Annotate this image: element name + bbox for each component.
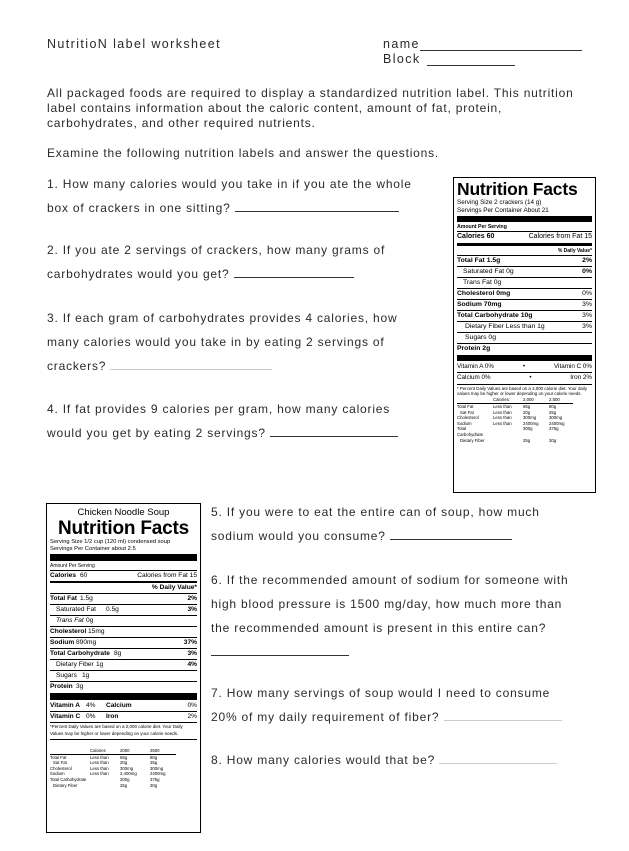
answer-5-blank[interactable] xyxy=(390,527,512,540)
block-label: Block xyxy=(383,52,421,66)
question-5: 5. If you were to eat the entire can of soup, how much sodium would you consume? xyxy=(211,505,540,543)
label2-dv-table: Calories 2000 2500 Total Fat Less than 65g 80g Sat Fat Less than 20g 25g Cholesterol Less than 300mg 300mg Sodium Less than 2,400mg 2400mg Total Carbohydrate 300g 375g Dietary Fiber 25g 30g xyxy=(50,748,197,788)
question-6: 6. If the recommended amount of sodium for someone with high blood pressure is 1500 mg/day, how much more than the recommended amount is present in this entire can? xyxy=(211,568,621,664)
label2-title: Nutrition Facts xyxy=(57,518,190,539)
answer-1-blank[interactable] xyxy=(235,199,399,212)
intro-paragraph: All packaged foods are required to display a standardized nutrition label. This nutrition label contains information about the caloric content, amount of fat, protein, carbohydrates, and other required nutrients. xyxy=(47,86,574,130)
answer-6-blank[interactable] xyxy=(211,643,349,656)
soup-nutrition-label: Chicken Noodle Soup Nutrition Facts Serving Size 1/2 cup (120 ml) condensed soup Servings Per Container about 2.5 Amount Per Serving Calories 60 Calories from Fat 15 % Daily Value* Total Fat 1.5g 2% Saturated Fat 0.5g 3% Trans Fat 0g Cholesterol 15mg Sodium 890mg 37% Total Carbohydrate 8g 3% Dietary Fiber 1g 4% Sugars 1g Protein 3g Vitamin A 4% Calcium 0% Vitamin C 0% Iron 2% *Percent Daily Values are based on a 2,000 calorie diet. Your Daily Values may be higher or lower depending on your calorie needs. Calories 2000 2500 Total Fat Less than 65g 80g Sat Fat Less than 20g 25g Cholesterol Less than 300mg 300mg Sodium Less than 2,400mg 2400mg Total Carbohydrate 300g 375g Dietary Fiber 25g 30g xyxy=(46,503,201,833)
answer-7-blank[interactable] xyxy=(444,708,562,721)
question-4: 4. If fat provides 9 calories per gram, how many calories would you get by eating 2 servings? xyxy=(47,397,447,445)
name-field[interactable] xyxy=(383,37,582,51)
label1-dv-table: Calories: 2,000 2,500 Total Fat Less than 65g 80g Sat Fat Less than 20g 25g Cholesterol Less than 300mg 300mg Sodium Less than 2400mg 2400mg Total Carbohydrate 300g 375g Dietary Fiber 25g 30g xyxy=(457,397,592,443)
name-blank[interactable] xyxy=(420,38,582,51)
answer-4-blank[interactable] xyxy=(270,424,398,437)
question-8: 8. How many calories would that be? xyxy=(211,748,611,772)
name-label: name xyxy=(383,37,420,51)
label2-footnote: *Percent Daily Values are based on a 2,000 calorie diet. Your Daily Values may be higher or lower depending on your calorie needs. xyxy=(50,724,183,736)
block-field[interactable] xyxy=(383,52,515,66)
block-blank[interactable] xyxy=(427,53,515,66)
answer-8-blank[interactable] xyxy=(439,751,557,764)
label2-product: Chicken Noodle Soup xyxy=(77,507,170,518)
label1-title: Nutrition Facts xyxy=(457,179,578,199)
question-2: 2. If you ate 2 servings of crackers, how many grams of carbohydrates would you get? xyxy=(47,243,386,281)
answer-2-blank[interactable] xyxy=(234,265,354,278)
crackers-nutrition-label: Nutrition Facts Serving Size 2 crackers (14 g) Servings Per Container About 21 Amount Per Serving Calories 60 Calories from Fat 15 % Daily Value* Total Fat 1.5g 2% Saturated Fat 0g 0% Trans Fat 0g Cholesterol 0mg 0% Sodium 70mg 3% Total Carbohydrate 10g 3% Dietary Fiber Less than 1g 3% Sugars 0g Protein 2g Vitamin A 0% • Vitamin C 0% Calcium 0% • Iron 2% * Percent Daily Values are based on a 2,000 calorie diet. Your daily values may be higher or lower depending on your calorie needs. Calories: 2,000 2,500 Total Fat Less than 65g 80g Sat Fat Less than 20g 25g Cholesterol Less than 300mg 300mg Sodium Less than 2400mg 2400mg Total Carbohydrate 300g 375g Dietary Fiber 25g 30g xyxy=(453,177,596,493)
label1-footnote: * Percent Daily Values are based on a 2,000 calorie diet. Your daily values may be higher or lower depending on your calorie needs. xyxy=(457,386,588,397)
answer-3-blank[interactable] xyxy=(110,357,272,370)
intro-instruction: Examine the following nutrition labels and answer the questions. xyxy=(47,146,440,160)
question-7: 7. How many servings of soup would I need to consume 20% of my daily requirement of fiber? xyxy=(211,681,611,729)
label1-row-total-fat: Total Fat 1.5g 2% xyxy=(457,257,592,264)
question-1: 1. How many calories would you take in if you ate the whole box of crackers in one sitting? xyxy=(47,177,412,215)
question-3: 3. If each gram of carbohydrates provides 4 calories, how many calories would you take in by eating 2 servings of crackers? xyxy=(47,311,398,373)
worksheet-title: NutritioN label worksheet xyxy=(47,37,221,51)
